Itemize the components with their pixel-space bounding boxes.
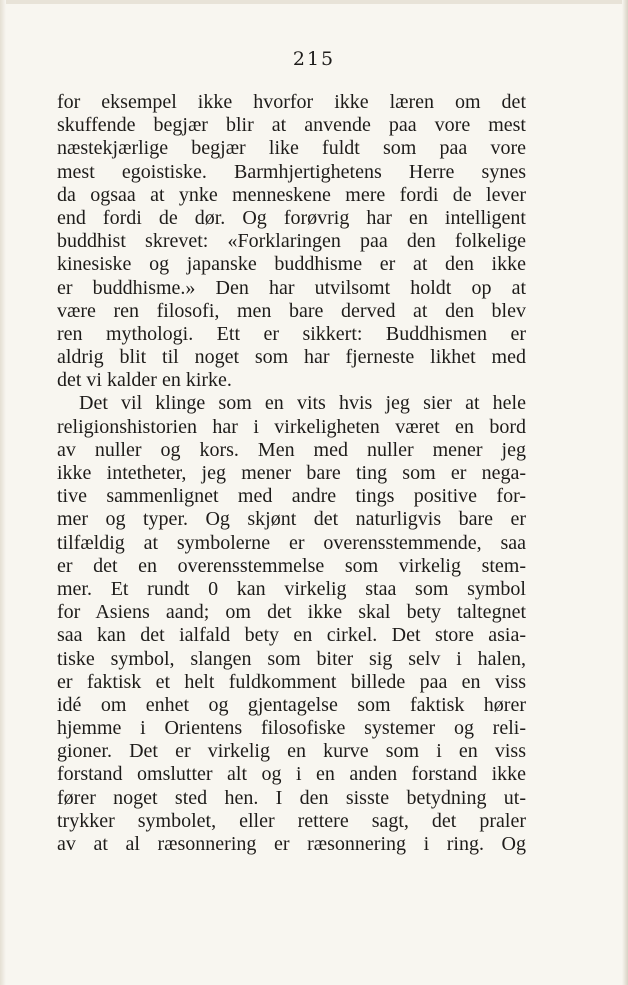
text-line: det vi kalder en kirke. <box>57 369 232 392</box>
page-number: 215 <box>292 48 336 70</box>
text-line: trykker symbolet, eller rettere sagt, det praler <box>57 809 526 832</box>
text-line: buddhist skrevet: «Forklaringen paa den folkelige <box>57 230 526 253</box>
text-line: kinesiske og japanske buddhisme er at den ikke <box>57 253 526 276</box>
text-line: da ogsaa at ynke menneskene mere fordi de lever <box>57 183 526 206</box>
text-line: tive sammenlignet med andre tings positive for- <box>57 485 526 508</box>
text-line: er det en overensstemmelse som virkelig stem- <box>57 554 526 577</box>
text-line: fører noget sted hen. I den sisste betydning ut- <box>57 786 526 809</box>
text-line: er buddhisme.» Den har utvilsomt holdt op at <box>57 276 526 299</box>
text-line: ikke intetheter, jeg mener bare ting som er nega- <box>57 462 526 484</box>
text-line: ren mythologi. Ett er sikkert: Buddhismen er <box>57 322 526 345</box>
paragraph <box>57 91 526 392</box>
text-line: er faktisk et helt fuldkomment billede paa en viss <box>57 670 526 693</box>
paragraph <box>57 392 526 856</box>
text-line: tiske symbol, slangen som biter sig selv i halen, <box>57 647 526 670</box>
text-line: mest egoistiske. Barmhjertighetens Herre synes <box>57 160 526 183</box>
text-line: hjemme i Orientens filosofiske systemer og reli- <box>57 717 526 740</box>
text-line: av at al ræsonnering er ræsonnering i ring. Og <box>57 833 526 855</box>
text-line: idé om enhet og gjentagelse som faktisk hører <box>57 693 526 716</box>
text-line: av nuller og kors. Men med nuller mener jeg <box>57 438 526 461</box>
page-right-edge <box>622 0 628 985</box>
text-line: saa kan det ialfald bety en cirkel. Det store asia- <box>57 624 526 647</box>
page-left-edge <box>0 0 6 985</box>
body-text <box>57 91 526 856</box>
text-line: næstekjærlige begjær like fuldt som paa vore <box>57 137 526 160</box>
text-line: mer. Et rundt 0 kan virkelig staa som symbol <box>57 577 526 600</box>
text-line: forstand omslutter alt og i en anden forstand ikke <box>57 763 526 786</box>
text-line: være ren filosofi, men bare derved at den blev <box>57 299 526 322</box>
text-line: for eksempel ikke hvorfor ikke læren om det <box>57 91 526 113</box>
text-line: end fordi de dør. Og forøvrig har en intelligent <box>57 206 526 229</box>
text-line: gioner. Det er virkelig en kurve som i en viss <box>57 740 526 763</box>
text-line: skuffende begjær blir at anvende paa vore mest <box>57 114 526 137</box>
text-line: for Asiens aand; om det ikke skal bety taltegnet <box>57 601 526 624</box>
text-line: religionshistorien har i virkeligheten været en bord <box>57 415 526 438</box>
text-line: tilfældig at symbolerne er overensstemmende, saa <box>57 531 526 554</box>
text-line: mer og typer. Og skjønt det naturligvis bare er <box>57 508 526 531</box>
text-line: aldrig blit til noget som har fjerneste likhet med <box>57 346 526 369</box>
page-top-edge <box>0 0 628 4</box>
text-line: Det vil klinge som en vits hvis jeg sier at hele <box>79 392 526 415</box>
